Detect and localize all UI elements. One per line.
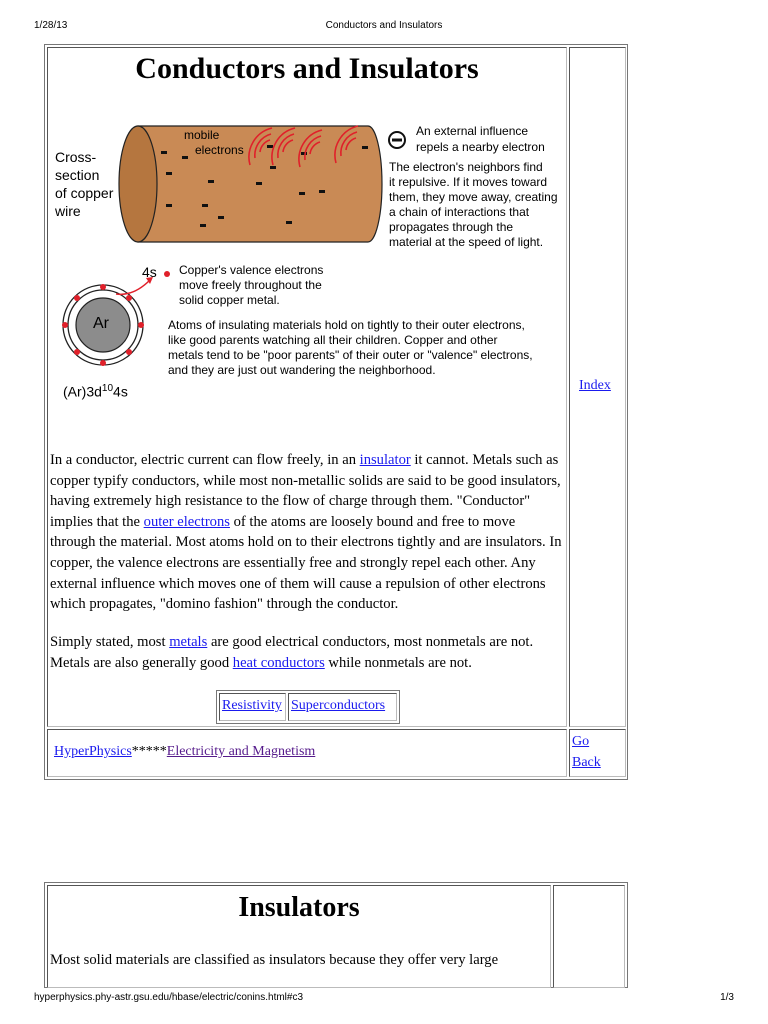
outer-electrons-link[interactable]: outer electrons	[143, 513, 230, 530]
label-cross-section-1: Cross-	[55, 149, 97, 165]
insulators-side-cell	[553, 885, 625, 988]
p2-text-1: Simply stated, most	[50, 634, 170, 650]
print-footer	[0, 992, 768, 1006]
config-superscript: 10	[101, 383, 114, 394]
label-cross-section-2: section	[55, 167, 100, 183]
label-neighbors-3: them, they move away, creating	[389, 190, 558, 204]
p1-text-2: it cannot. Metals such as copper typify conductors, while most non-metallic solids are said to be good insulators, having extremely high resistance to the flow of charge through them. "Conductor" implies that the	[50, 452, 561, 530]
label-neighbors-4: a chain of interactions that	[389, 205, 530, 219]
label-atoms-2: like good parents watching all their children. Copper and other	[168, 333, 498, 347]
label-atoms-1: Atoms of insulating materials hold on tightly to their outer electrons,	[168, 318, 525, 332]
label-external-1: An external influence	[416, 124, 529, 138]
label-cross-section-4: wire	[55, 203, 81, 219]
label-neighbors-5: propagates through the	[389, 220, 514, 234]
insulators-title: Insulators	[238, 892, 360, 923]
insulators-paragraph: Most solid materials are classified as insulators because they offer very large	[50, 952, 499, 968]
label-electrons: electrons	[195, 143, 244, 157]
conductor-paragraph	[50, 450, 564, 615]
label-neighbors-2: it repulsive. If it moves toward	[389, 175, 548, 189]
label-neighbors-1: The electron's neighbors find	[389, 160, 543, 174]
print-header	[0, 20, 768, 34]
external-charge-symbol	[389, 132, 405, 148]
label-atoms-4: and they are just out wandering the neighborhood.	[168, 363, 436, 377]
print-page-number: 1/3	[720, 992, 734, 1003]
label-external-2: repels a nearby electron	[416, 140, 545, 154]
nav-stars: *****	[131, 744, 167, 759]
p2-text-3: while nonmetals are not.	[324, 654, 472, 671]
p1-text-1: In a conductor, electric current can flow freely, in an	[50, 452, 360, 468]
label-cross-section-3: of copper	[55, 185, 114, 201]
electricity-magnetism-link[interactable]: Electricity and Magnetism	[166, 744, 316, 759]
label-mobile: mobile	[184, 128, 220, 142]
heat-conductors-link[interactable]: heat conductors	[232, 654, 325, 671]
back-link[interactable]: Back	[572, 755, 601, 770]
resistivity-link[interactable]: Resistivity	[222, 698, 282, 713]
superconductors-link[interactable]: Superconductors	[291, 698, 386, 713]
metals-link[interactable]: metals	[169, 634, 208, 650]
p2-text-2: are good electrical conductors, most nonmetals are not. Metals are also generally good	[50, 634, 534, 671]
p1-text-3: of the atoms are loosely bound and free to move through the material. Most atoms hold on to their electrons tightly and are insulators. In copper, the valence electrons are essentially free and strongly repel each other. Any external influence which moves one of them will cause a repulsion of other electrons which propagates, "domino fashion" through the conductor.	[50, 513, 562, 613]
print-date: 1/28/13	[34, 20, 68, 31]
conductor-diagram	[50, 112, 565, 412]
label-ar-core: Ar	[93, 315, 109, 332]
insulator-link[interactable]: insulator	[359, 452, 411, 468]
hyperphysics-link[interactable]: HyperPhysics	[54, 744, 132, 759]
config-suffix: 4s	[113, 383, 128, 400]
print-title: Conductors and Insulators	[325, 20, 443, 31]
label-valence-1: Copper's valence electrons	[179, 263, 324, 277]
index-link[interactable]: Index	[579, 378, 611, 393]
label-atoms-3: metals tend to be "poor parents" of their outer or "valence" electrons,	[168, 348, 533, 362]
config-prefix: (Ar)3d	[63, 383, 102, 400]
label-4s: 4s	[142, 264, 157, 280]
page-title: Conductors and Insulators	[135, 52, 479, 85]
label-valence-3: solid copper metal.	[179, 293, 280, 307]
label-valence-2: move freely throughout the	[179, 278, 322, 292]
go-link[interactable]: Go	[572, 734, 590, 749]
nav-breadcrumb	[54, 744, 315, 760]
argon-atom-illustration	[62, 271, 170, 366]
label-electron-config	[63, 380, 128, 401]
print-url: hyperphysics.phy-astr.gsu.edu/hbase/electric/conins.html#c3	[34, 992, 304, 1003]
summary-paragraph	[50, 632, 564, 673]
label-neighbors-6: material at the speed of light.	[389, 235, 544, 249]
